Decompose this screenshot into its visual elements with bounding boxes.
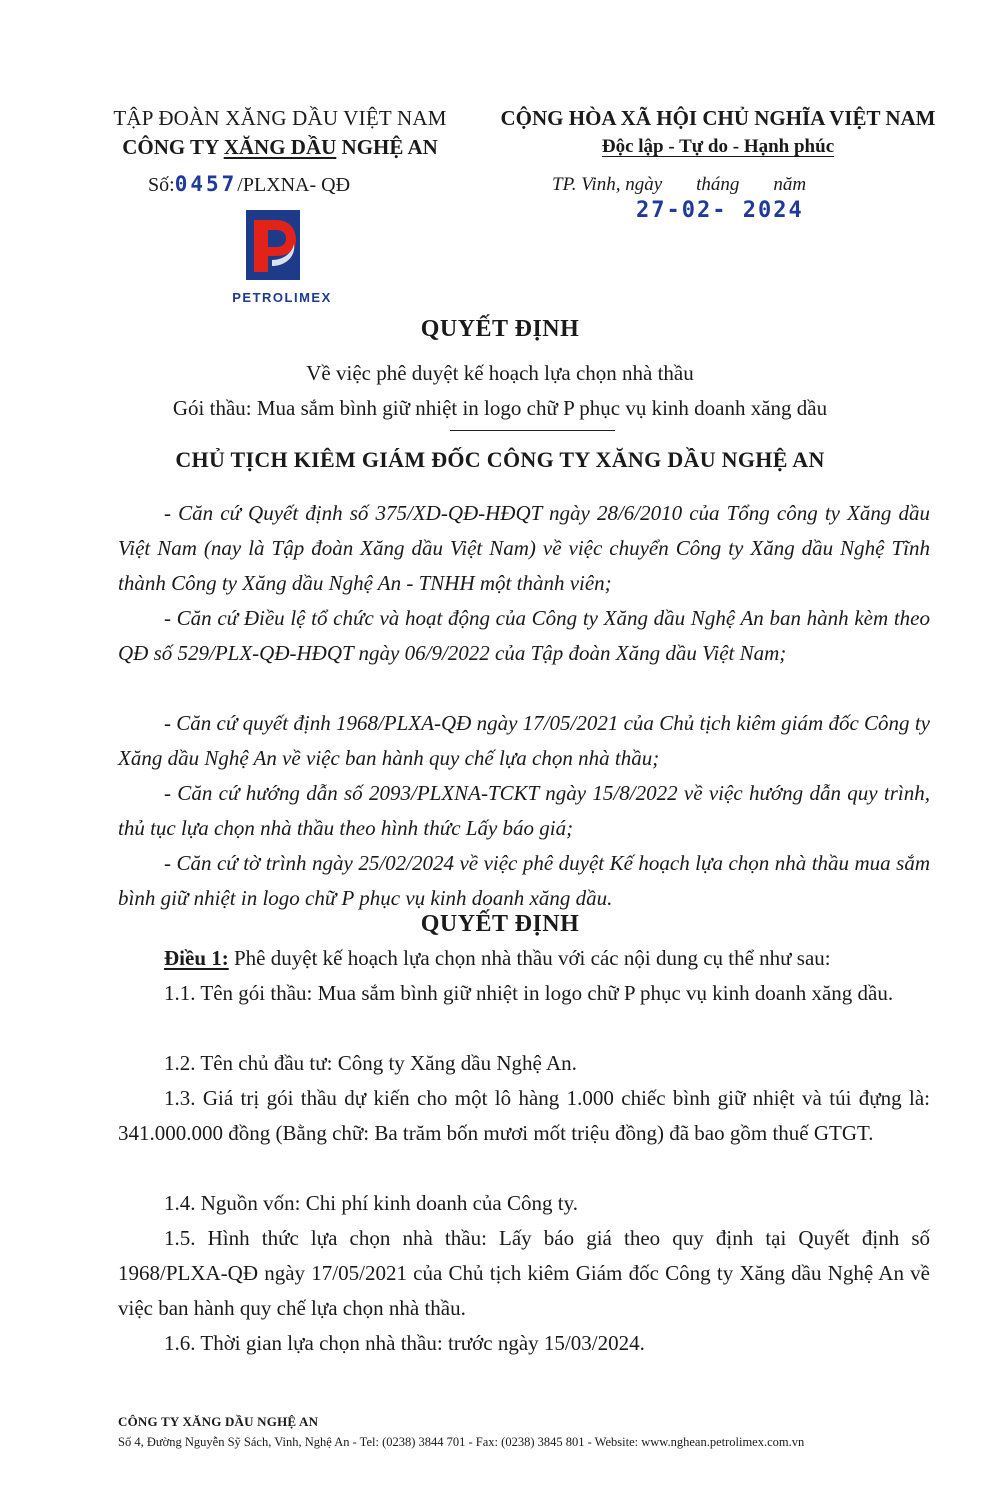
date-stamp: 27-02- 2024 xyxy=(636,198,804,223)
legal-basis-1: - Căn cứ Quyết định số 375/XD-QĐ-HĐQT ngày 28/6/2010 của Tổng công ty Xăng dầu Việt Nam (nay là Tập đoàn Xăng dầu Việt Nam) về việc chuyển Công ty Xăng dầu Nghệ Tĩnh thành Công ty Xăng dầu Nghệ An - TNHH một thành viên; xyxy=(118,501,930,595)
month-label: tháng xyxy=(696,174,740,195)
place-label: TP. Vinh, ngày xyxy=(552,174,663,195)
subject-line-2: Gói thầu: Mua sắm bình giữ nhiệt in logo chữ P phục vụ kinh doanh xăng dầu xyxy=(172,396,828,420)
issuing-authority: CHỦ TỊCH KIÊM GIÁM ĐỐC CÔNG TY XĂNG DẦU NGHỆ AN xyxy=(175,447,825,472)
article-1 xyxy=(118,941,930,976)
year-label: năm xyxy=(773,174,807,195)
decision-heading: QUYẾT ĐỊNH xyxy=(420,911,580,937)
national-header xyxy=(488,104,948,162)
issuer-header xyxy=(90,104,470,162)
document-title: QUYẾT ĐỊNH xyxy=(420,316,580,342)
legal-basis-4: - Căn cứ hướng dẫn số 2093/PLXNA-TCKT ngày 15/8/2022 về việc hướng dẫn quy trình, thủ tục lựa chọn nhà thầu theo hình thức Lấy báo giá; xyxy=(118,781,930,840)
republic-name: CỘNG HÒA XÃ HỘI CHỦ NGHĨA VIỆT NAM xyxy=(500,106,936,130)
company-name-part-1: CÔNG TY xyxy=(122,135,224,159)
footer-contact: Số 4, Đường Nguyễn Sỹ Sách, Vinh, Nghệ An - Tel: (0238) 3844 701 - Fax: (0238) 3845 801 - Website: www.nghean.petrolimex.com.vn xyxy=(118,1435,805,1449)
document-number xyxy=(148,172,350,197)
document-number-label: Số: xyxy=(148,174,175,196)
article-item-1-3: 1.3. Giá trị gói thầu dự kiến cho một lô hàng 1.000 chiếc bình giữ nhiệt và túi đựng là: 341.000.000 đồng (Bằng chữ: Ba trăm bốn mươi mốt triệu đồng) đã bao gồm thuế GTGT. xyxy=(118,1086,930,1145)
article-item-1-6: 1.6. Thời gian lựa chọn nhà thầu: trước ngày 15/03/2024. xyxy=(164,1331,645,1355)
document-number-value: 0457 xyxy=(174,172,238,196)
article-1-label: Điều 1: xyxy=(164,946,229,970)
company-name-part-3: NGHỆ AN xyxy=(336,135,438,159)
legal-basis-5: - Căn cứ tờ trình ngày 25/02/2024 về việc phê duyệt Kế hoạch lựa chọn nhà thầu mua sắm bình giữ nhiệt in logo chữ P phục vụ kinh doanh xăng dầu. xyxy=(118,851,930,910)
logo-wordmark: PETROLIMEX xyxy=(232,290,332,305)
document-number-suffix: /PLXNA- QĐ xyxy=(237,174,351,196)
national-motto: Độc lập - Tự do - Hạnh phúc xyxy=(601,136,835,157)
article-item-1-2: 1.2. Tên chủ đầu tư: Công ty Xăng dầu Nghệ An. xyxy=(164,1051,577,1075)
company-name xyxy=(90,132,470,162)
parent-organization: TẬP ĐOÀN XĂNG DẦU VIỆT NAM xyxy=(113,106,447,130)
article-item-1-1: 1.1. Tên gói thầu: Mua sắm bình giữ nhiệt in logo chữ P phục vụ kinh doanh xăng dầu. xyxy=(164,981,894,1005)
article-1-text: Phê duyệt kế hoạch lựa chọn nhà thầu với các nội dung cụ thể như sau: xyxy=(228,946,831,970)
legal-basis-3: - Căn cứ quyết định 1968/PLXA-QĐ ngày 17/05/2021 của Chủ tịch kiêm giám đốc Công ty Xăng dầu Nghệ An về việc ban hành quy chế lựa chọn nhà thầu; xyxy=(118,711,930,770)
title-divider xyxy=(450,430,615,431)
article-item-1-4: 1.4. Nguồn vốn: Chi phí kinh doanh của Công ty. xyxy=(164,1191,578,1215)
footer-company: CÔNG TY XĂNG DẦU NGHỆ AN xyxy=(118,1414,319,1429)
article-item-1-5: 1.5. Hình thức lựa chọn nhà thầu: Lấy báo giá theo quy định tại Quyết định số 1968/PLXA-QĐ ngày 17/05/2021 của Chủ tịch kiêm Giám đốc Công ty Xăng dầu Nghệ An về việc ban hành quy chế lựa chọn nhà thầu. xyxy=(118,1226,930,1320)
subject-line-1: Về việc phê duyệt kế hoạch lựa chọn nhà thầu xyxy=(306,361,694,385)
company-name-part-2: XĂNG DẦU xyxy=(223,135,337,159)
petrolimex-logo-icon xyxy=(246,210,300,280)
place-date-line xyxy=(552,174,806,196)
legal-basis-2: - Căn cứ Điều lệ tổ chức và hoạt động của Công ty Xăng dầu Nghệ An ban hành kèm theo QĐ số 529/PLX-QĐ-HĐQT ngày 06/9/2022 của Tập đoàn Xăng dầu Việt Nam; xyxy=(118,606,930,665)
